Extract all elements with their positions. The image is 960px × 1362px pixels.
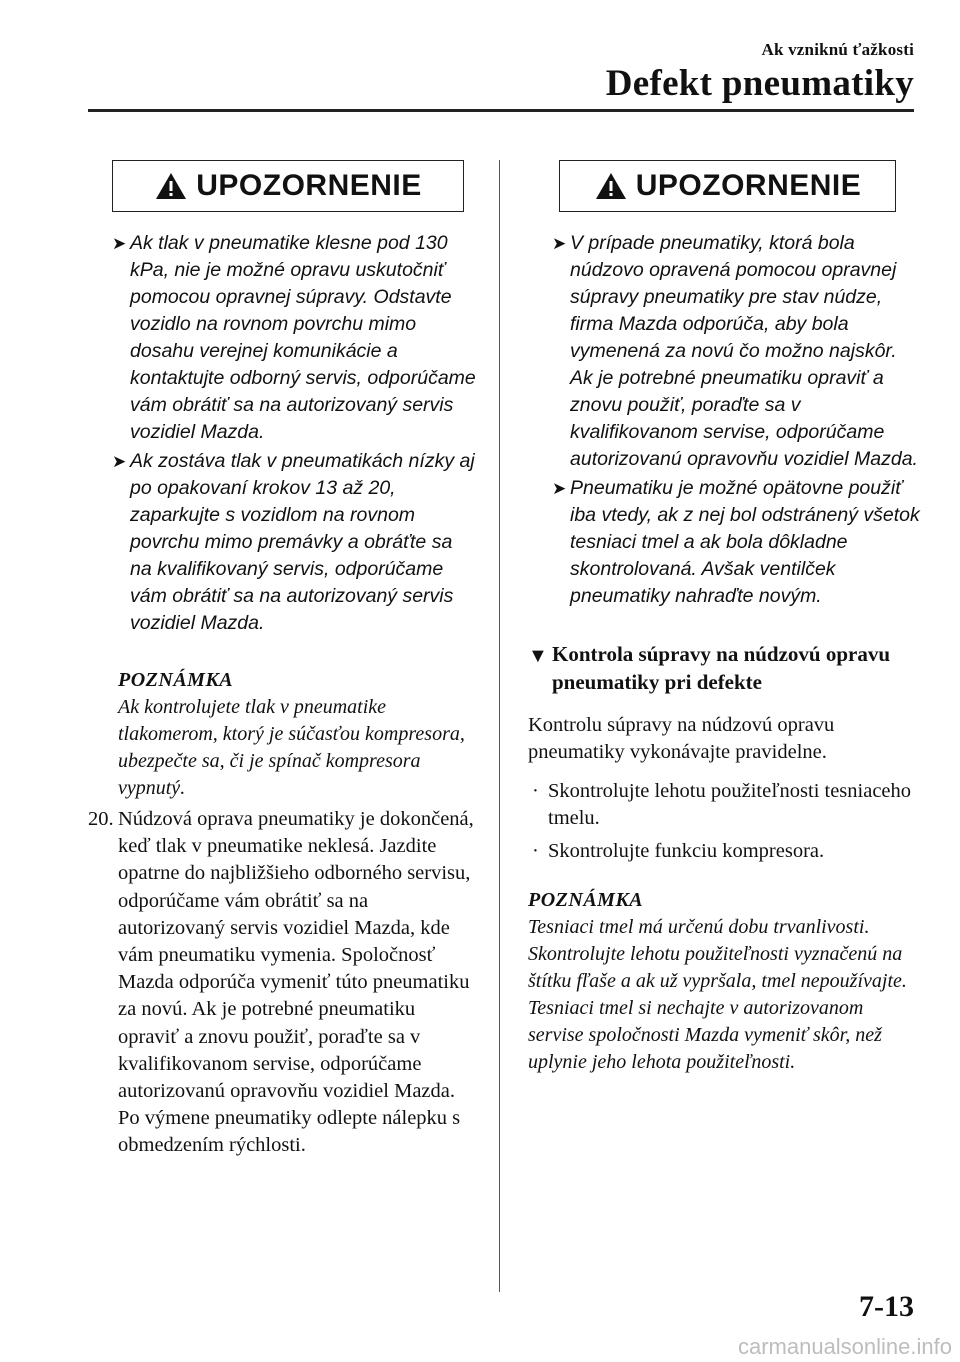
- bullet-dot-icon: ·: [532, 840, 539, 862]
- warning-box: [112, 160, 464, 212]
- warning-triangle-icon: [594, 171, 628, 201]
- warning-box: [559, 160, 896, 212]
- arrow-right-icon: ➤: [552, 479, 567, 498]
- caution-item: [88, 448, 478, 637]
- note: [528, 887, 920, 1076]
- warning-label: UPOZORNENIE: [196, 169, 422, 202]
- list-item: [528, 778, 920, 832]
- page-title: Defekt pneumatiky: [605, 63, 914, 104]
- list-item-text: Skontrolujte lehotu použiteľnosti tesniaceho tmelu.: [548, 780, 912, 829]
- column-divider: [499, 160, 500, 1292]
- watermark: carmanualsonline.info: [737, 1334, 952, 1359]
- caution-text: Ak zostáva tlak v pneumatikách nízky aj po opakovaní krokov 13 až 20, zaparkujte s vozidlom na rovnom povrchu mimo premávky a obráťte sa na kvalifikovaný servis, odporúčame vám obrátiť sa na autorizovaný servis vozidiel Mazda.: [130, 450, 475, 634]
- bullet-dot-icon: ·: [532, 780, 539, 802]
- arrow-right-icon: ➤: [552, 234, 567, 253]
- caution-text: V prípade pneumatiky, ktorá bola núdzovo opravená pomocou opravnej súpravy pneumatiky pre stav núdze, firma Mazda odporúča, aby bola vymenená za novú čo možno najskôr. Ak je potrebné pneumatiku opraviť a znovu použiť, poraďte sa v kvalifikovanom servise, odporúčame autorizovanú opravovňu vozidiel Mazda.: [570, 232, 918, 470]
- warning-triangle-icon: [154, 171, 188, 201]
- caution-list: [528, 230, 920, 610]
- triangle-down-icon: ▼: [528, 645, 548, 667]
- arrow-right-icon: ➤: [112, 452, 127, 471]
- list-item: [528, 838, 920, 865]
- caution-item: [88, 230, 478, 446]
- section-heading-text: Kontrola súpravy na núdzovú opravu pneumatiky pri defekte: [552, 642, 891, 694]
- section-heading: [528, 640, 920, 696]
- step-20: [88, 806, 478, 1160]
- caution-list: [88, 230, 478, 637]
- arrow-right-icon: ➤: [112, 234, 127, 253]
- left-column: [88, 160, 478, 1160]
- header-rule: [88, 109, 914, 112]
- note-text: Ak kontrolujete tlak v pneumatike tlakomerom, ktorý je súčasťou kompresora, ubezpečte sa, či je spínač kompresora vypnutý.: [118, 696, 465, 799]
- list-item-text: Skontrolujte funkciu kompresora.: [548, 840, 825, 862]
- chapter-label: Ak vzniknú ťažkosti: [761, 40, 914, 59]
- warning-label: UPOZORNENIE: [635, 169, 862, 202]
- step-text: Núdzová oprava pneumatiky je dokončená, keď tlak v pneumatike neklesá. Jazdite opatrne do najbližšieho odborného servisu, odporúčame vám obrátiť sa na autorizovaný servis vozidiel Mazda, kde vám pneumatiku vymenia. Spoločnosť Mazda odporúča vymeniť túto pneumatiku za novú. Ak je potrebné pneumatiku opraviť a znovu použiť, poraďte sa v kvalifikovanom servise, odporúčame autorizovanú opravovňu vozidiel Mazda. Po výmene pneumatiky odlepte nálepku s obmedzením rýchlosti.: [118, 808, 474, 1157]
- caution-text: Pneumatiku je možné opätovne použiť iba vtedy, ak z nej bol odstránený všetok tesniaci tmel a ak bola dôkladne skontrolovaná. Avšak ventilček pneumatiky nahraďte novým.: [570, 477, 920, 607]
- note-title: POZNÁMKA: [528, 889, 644, 911]
- note-text: Tesniaci tmel má určenú dobu trvanlivosti. Skontrolujte lehotu použiteľnosti vyznačenú na štítku fľaše a ak už vypršala, tmel nepoužívajte. Tesniaci tmel si nechajte v autorizovanom servise spoločnosti Mazda vymeniť skôr, než uplynie jeho lehota použiteľnosti.: [528, 916, 907, 1073]
- note: [118, 667, 478, 802]
- caution-text: Ak tlak v pneumatike klesne pod 130 kPa, nie je možné opravu uskutočniť pomocou opravnej súpravy. Odstavte vozidlo na rovnom povrchu mimo dosahu verejnej komunikácie a kontaktujte odborný servis, odporúčame vám obrátiť sa na autorizovaný servis vozidiel Mazda.: [130, 232, 476, 443]
- caution-item: [528, 230, 920, 473]
- right-column: [528, 160, 920, 1076]
- step-number: 20.: [88, 808, 114, 830]
- bullet-list: [528, 778, 920, 865]
- caution-item: [528, 475, 920, 610]
- page-number: 7-13: [859, 1290, 914, 1323]
- body-paragraph: Kontrolu súpravy na núdzovú opravu pneumatiky vykonávajte pravidelne.: [528, 714, 835, 763]
- note-title: POZNÁMKA: [118, 669, 234, 691]
